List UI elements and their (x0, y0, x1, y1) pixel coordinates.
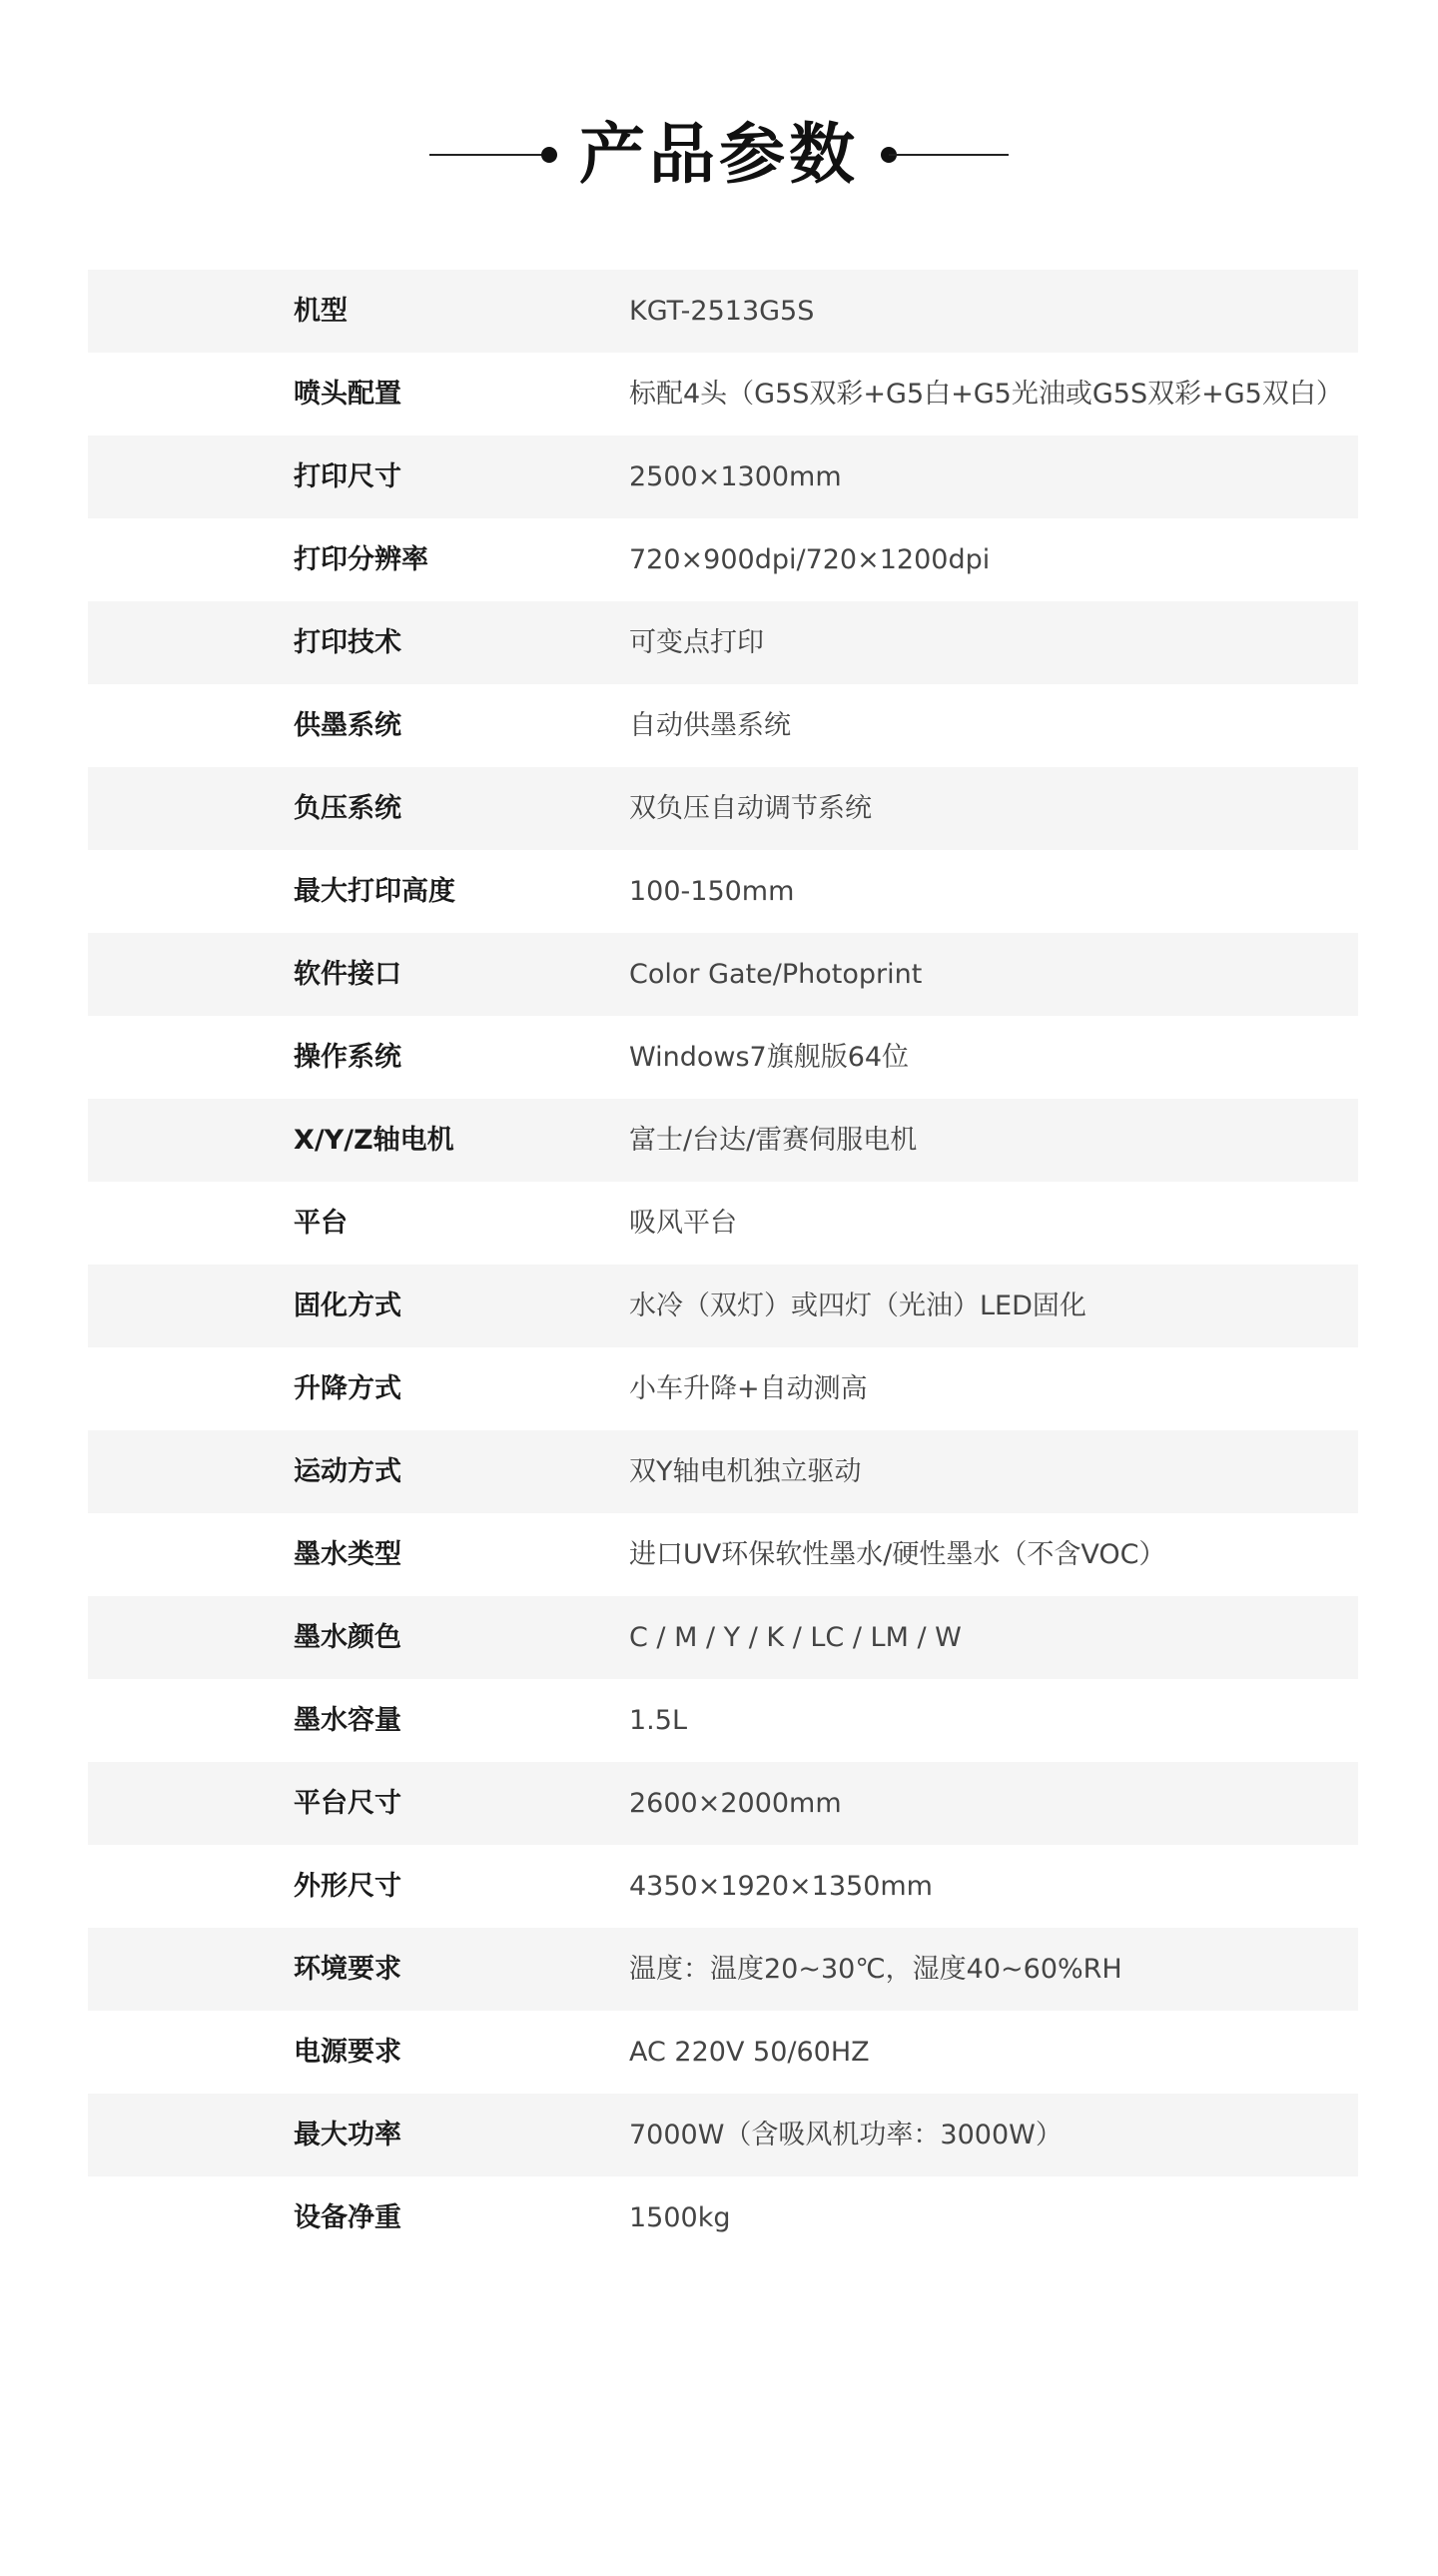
spec-row-negative-pressure (88, 767, 1358, 850)
spec-label: 打印尺寸 (294, 461, 401, 492)
spec-row-net-weight (88, 2176, 1358, 2259)
spec-value: AC 220V 50/60HZ (629, 2037, 870, 2068)
spec-row-model (88, 270, 1358, 353)
spec-label: 打印分辨率 (294, 544, 428, 575)
spec-value: 7000W（含吸风机功率：3000W） (629, 2120, 1063, 2150)
spec-value: 小车升降+自动测高 (629, 1373, 868, 1404)
spec-row-print-size (88, 435, 1358, 518)
spec-value: 720×900dpi/720×1200dpi (629, 544, 991, 575)
spec-label: 平台 (294, 1208, 348, 1239)
spec-value: 100-150mm (629, 876, 795, 907)
spec-value: 2500×1300mm (629, 461, 842, 492)
spec-value: 1.5L (629, 1705, 687, 1736)
spec-row-ink-type (88, 1513, 1358, 1596)
spec-label: 环境要求 (294, 1954, 401, 1985)
spec-value: 温度：温度20~30℃，湿度40~60%RH (629, 1954, 1122, 1985)
spec-label: 软件接口 (294, 959, 401, 990)
spec-label: X/Y/Z轴电机 (294, 1125, 454, 1156)
spec-value: 水冷（双灯）或四灯（光油）LED固化 (629, 1290, 1086, 1321)
spec-row-max-print-height (88, 850, 1358, 933)
spec-value: 进口UV环保软性墨水/硬性墨水（不含VOC） (629, 1539, 1166, 1570)
spec-row-resolution (88, 518, 1358, 601)
spec-value: 双负压自动调节系统 (629, 793, 872, 824)
spec-label: 电源要求 (294, 2037, 401, 2068)
spec-row-printhead (88, 353, 1358, 435)
spec-row-curing (88, 1265, 1358, 1347)
spec-label: 机型 (294, 296, 348, 327)
spec-value: 1500kg (629, 2202, 731, 2233)
spec-row-lifting (88, 1347, 1358, 1430)
spec-row-print-technology (88, 601, 1358, 684)
spec-row-software (88, 933, 1358, 1016)
spec-row-dimensions (88, 1845, 1358, 1928)
spec-label: 墨水类型 (294, 1539, 401, 1570)
spec-row-ink-supply (88, 684, 1358, 767)
spec-label: 平台尺寸 (294, 1788, 401, 1819)
spec-label: 打印技术 (294, 627, 401, 658)
spec-value: 标配4头（G5S双彩+G5白+G5光油或G5S双彩+G5双白） (629, 379, 1343, 410)
spec-label: 墨水颜色 (294, 1622, 401, 1653)
spec-label: 最大打印高度 (294, 876, 455, 907)
spec-table (88, 270, 1358, 2259)
spec-label: 墨水容量 (294, 1705, 401, 1736)
spec-row-motors (88, 1099, 1358, 1182)
spec-row-ink-capacity (88, 1679, 1358, 1762)
spec-value: 双Y轴电机独立驱动 (629, 1456, 862, 1487)
spec-row-motion (88, 1430, 1358, 1513)
spec-label: 外形尺寸 (294, 1871, 401, 1902)
spec-value: 4350×1920×1350mm (629, 1871, 933, 1902)
spec-value: C / M / Y / K / LC / LM / W (629, 1622, 962, 1653)
page-title: 产品参数 (579, 116, 859, 193)
spec-value: 可变点打印 (629, 627, 764, 658)
spec-value: 2600×2000mm (629, 1788, 842, 1819)
title-divider-left (429, 154, 549, 156)
spec-label: 设备净重 (294, 2202, 401, 2233)
spec-label: 固化方式 (294, 1290, 401, 1321)
spec-row-power-supply (88, 2011, 1358, 2094)
spec-row-os (88, 1016, 1358, 1099)
title-dot-left (541, 147, 557, 163)
spec-row-platform (88, 1182, 1358, 1265)
spec-row-ink-colors (88, 1596, 1358, 1679)
spec-value: 自动供墨系统 (629, 710, 791, 741)
spec-row-environment (88, 1928, 1358, 2011)
spec-value: KGT-2513G5S (629, 296, 815, 327)
spec-value: 吸风平台 (629, 1208, 737, 1239)
spec-row-platform-size (88, 1762, 1358, 1845)
spec-label: 运动方式 (294, 1456, 401, 1487)
spec-value: 富士/台达/雷赛伺服电机 (629, 1125, 918, 1156)
spec-value: Windows7旗舰版64位 (629, 1042, 910, 1073)
spec-label: 升降方式 (294, 1373, 401, 1404)
spec-row-max-power (88, 2094, 1358, 2176)
spec-label: 负压系统 (294, 793, 401, 824)
spec-label: 操作系统 (294, 1042, 401, 1073)
title-divider-right (889, 154, 1009, 156)
spec-label: 供墨系统 (294, 710, 401, 741)
spec-label: 喷头配置 (294, 379, 401, 410)
spec-value: Color Gate/Photoprint (629, 959, 923, 990)
section-header (0, 110, 1438, 200)
spec-label: 最大功率 (294, 2120, 401, 2150)
